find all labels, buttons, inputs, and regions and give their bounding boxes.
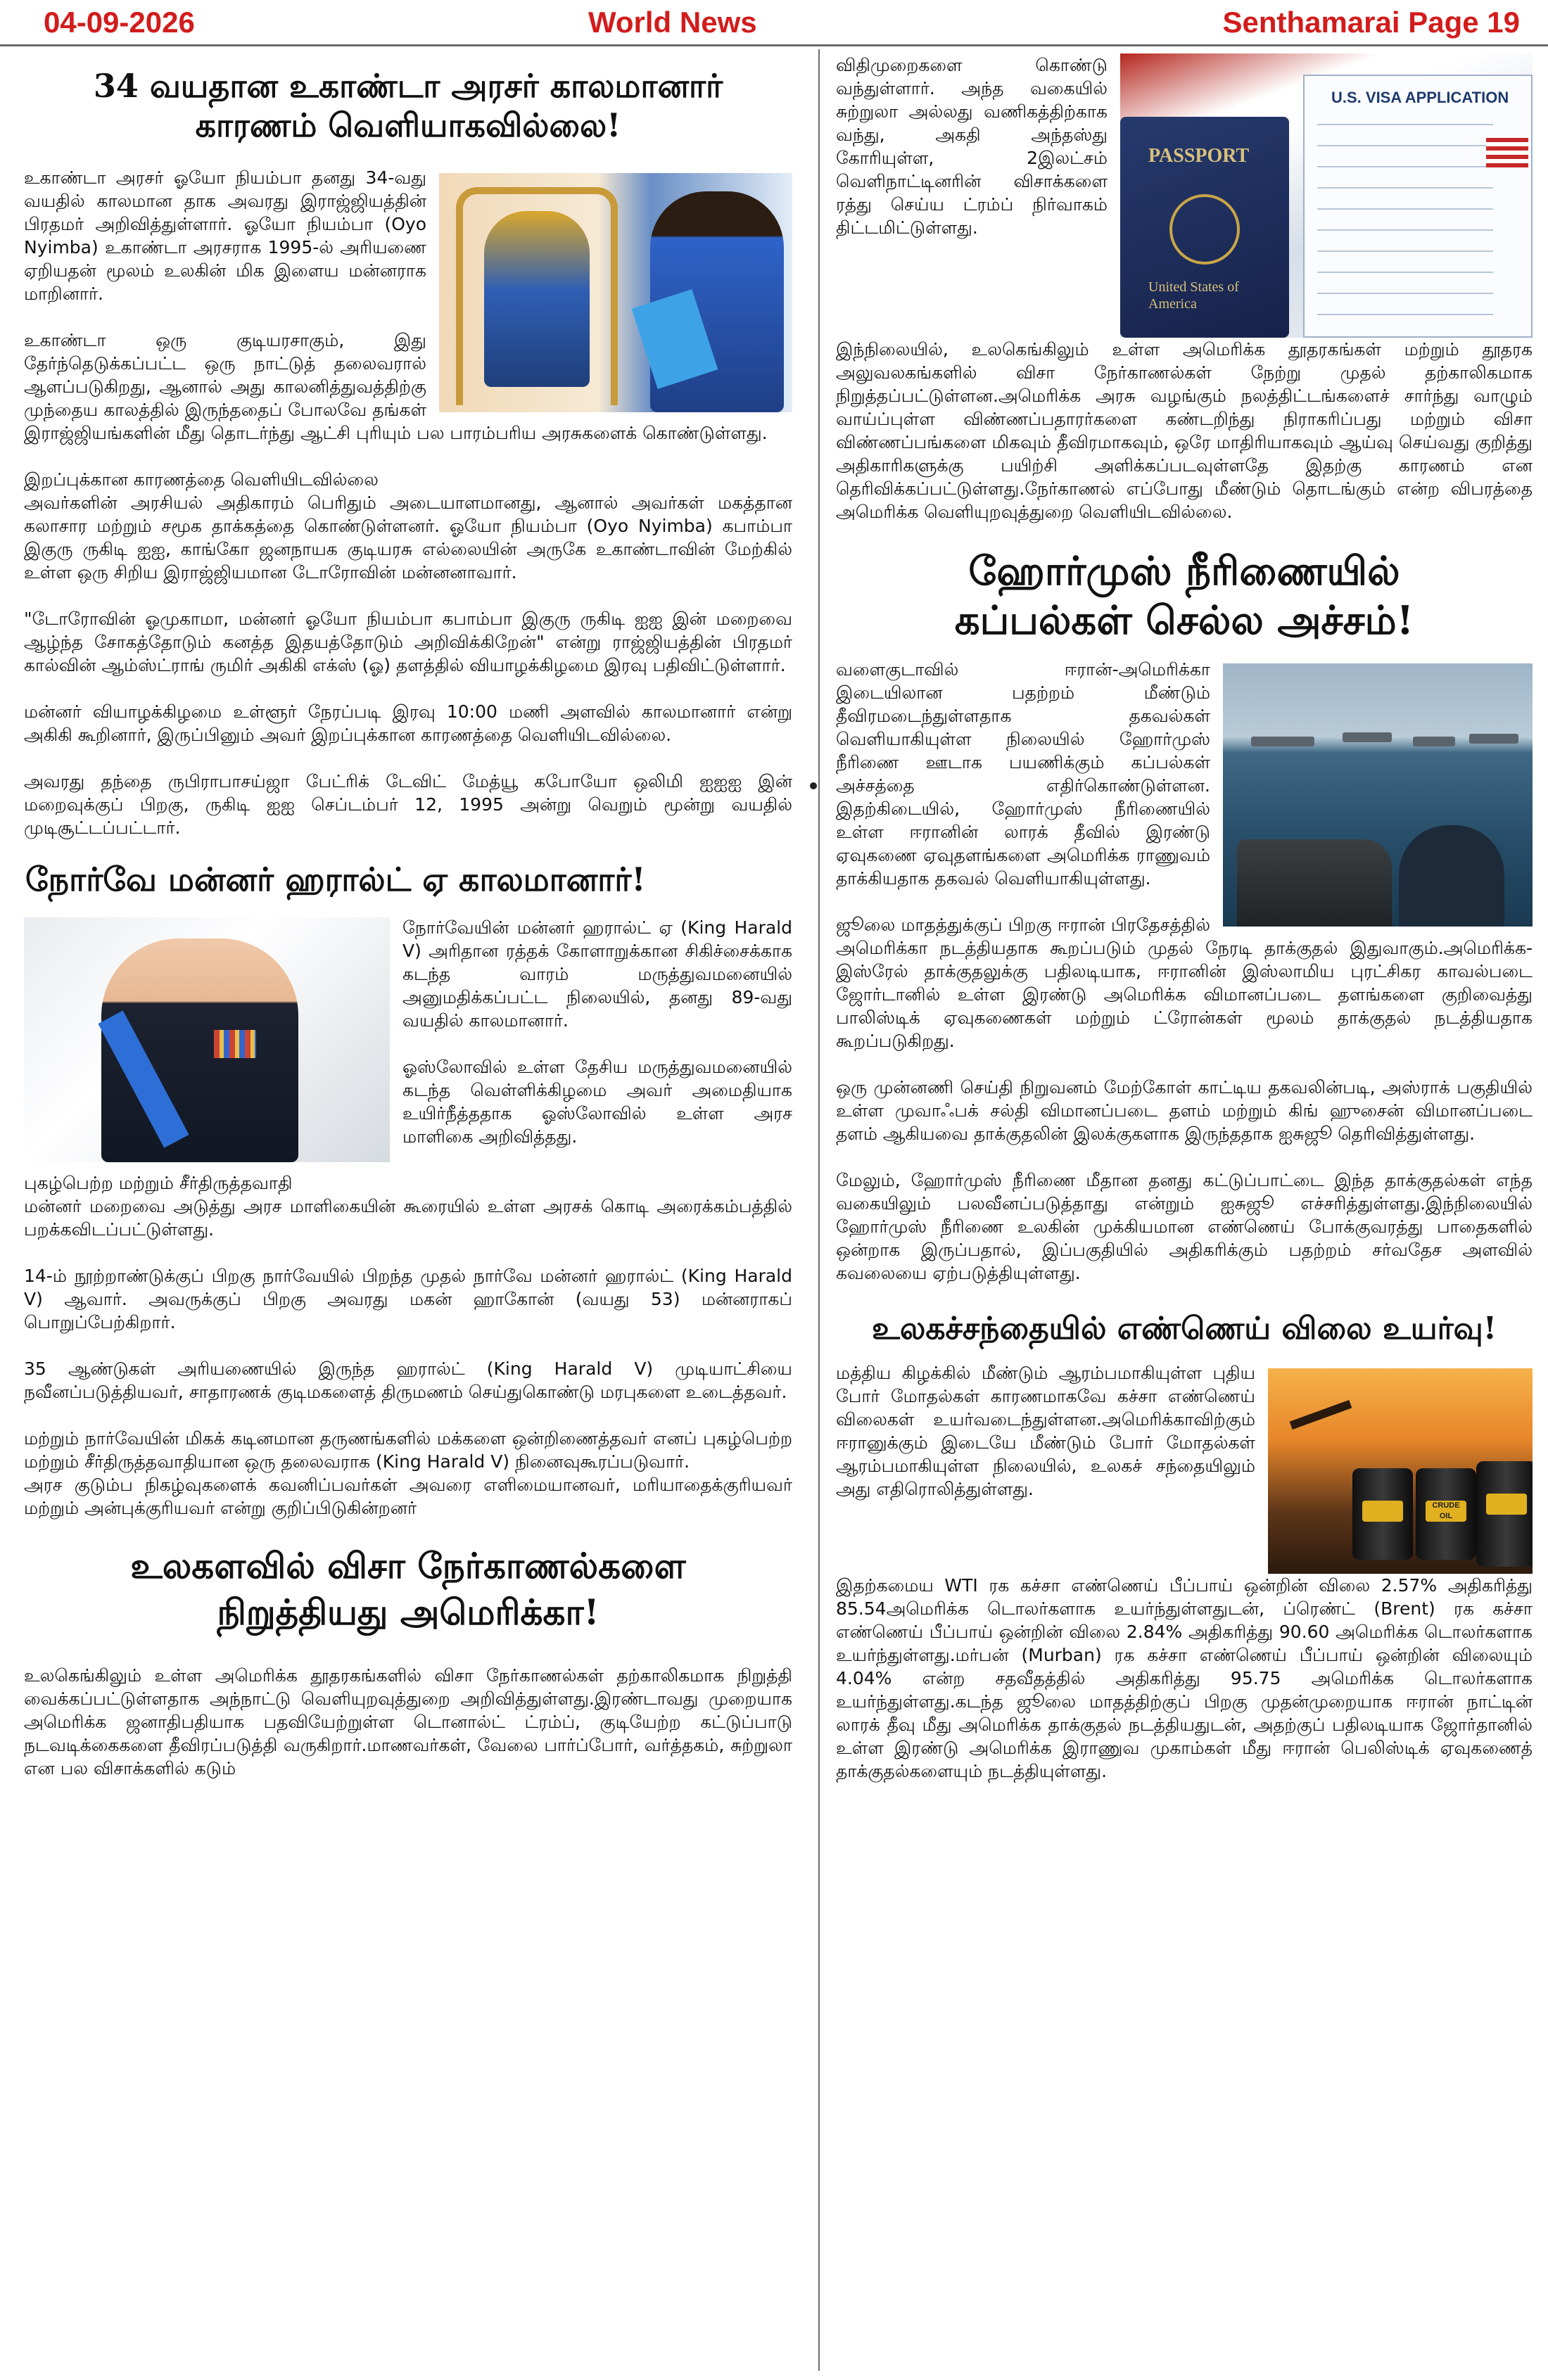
norway-paragraph-7: அரச குடும்ப நிகழ்வுகளைக் கவனிப்பவர்கள் அவரை எளிமையானவர், மரியாதைக்குரியவர் மற்றும் அன்புக்குரியவர் என்று குறிப்பிடுகின்றனர் bbox=[24, 1475, 792, 1518]
headline-hormuz-line2: கப்பல்கள் செல்ல அச்சம்! bbox=[954, 597, 1414, 644]
right-column bbox=[836, 49, 1533, 2374]
hormuz-paragraph-1: வளைகுடாவில் ஈரான்-அமெரிக்கா இடையிலான பதற்றம் மீண்டும் தீவிரமடைந்துள்ளதாக தகவல்கள் வெளியாகியுள்ள நிலையில் ஹோர்முஸ் நீரிணை ஊடாக பயணிக்கும் கப்பல்கள் அச்சத்தை எதிர்கொண்டுள்ளன. இதற்கிடையில், ஹோர்முஸ் நீரிணையில் உள்ள ஈரானின் லாரக் தீவில் இரண்டு ஏவுகணை ஏவுதளங்களை அமெரிக்க ராணுவம் தாக்கியதாக தகவல் வெளியாகியுள்ளது. bbox=[836, 659, 1210, 889]
uganda-king-photo bbox=[439, 173, 792, 412]
oil-barrel-shape bbox=[1416, 1468, 1476, 1560]
king-figure bbox=[484, 211, 590, 387]
hormuz-paragraph-4: மேலும், ஹோர்முஸ் நீரிணை மீதான தனது கட்டுப்பாட்டை இந்த தாக்குதல்கள் எந்த வகையிலும் பலவீனப்படுத்தாது என்றும் ஐசுஜூ எச்சரித்துள்ளது.இந்நிலையில் ஹோர்முஸ் நீரிணை உலகின் முக்கியமான எண்ணெய் போக்குவரத்து பாதைகளில் ஒன்றாக இருப்பதால், இப்பகுதியில் அதிகரிக்கும் பதற்றம் சர்வதேச அளவில் கவலையை ஏற்படுத்தியுள்ளது. bbox=[836, 1170, 1533, 1283]
passport-title: PASSPORT bbox=[1148, 145, 1250, 167]
section-title: World News bbox=[588, 6, 757, 39]
left-column bbox=[24, 49, 792, 2374]
article-oil bbox=[836, 1308, 1533, 1783]
norway-paragraph-4: 14-ம் நூற்றாண்டுக்குப் பிறகு நார்வேயில் பிறந்த முதல் நார்வே மன்னர் ஹரால்ட் (King Harald V) ஆவார். அவருக்குப் பிறகு அவரது மகன் ஹாகோன் (வயது 53) மன்னராகப் பொறுப்பேற்கிறார். bbox=[24, 1266, 792, 1332]
column-bullet bbox=[810, 782, 817, 789]
norway-paragraph-5: 35 ஆண்டுகள் அரியணையில் இருந்த ஹரால்ட் (King Harald V) முடியாட்சியை நவீனப்படுத்தியவர், சாதாரணக் குடிமகளைத் திருமணம் செய்துகொண்டு மரபுகளை உடைத்தவர். bbox=[24, 1358, 792, 1402]
oil-barrel-shape bbox=[1352, 1468, 1413, 1560]
headline-oil: உலகச்சந்தையில் எண்ணெய் விலை உயர்வு! bbox=[871, 1311, 1497, 1347]
warship-shape bbox=[1413, 737, 1455, 746]
uganda-paragraph-3: அவர்களின் அரசியல் அதிகாரம் பெரிதும் அடையாளமானது, ஆனால் அவர்கள் மகத்தான கலாசார மற்றும் சமூக தாக்கத்தை கொண்டுள்ளனர். ஓயோ நியம்பா (Oyo Nyimba) கபாம்பா இகுரு ருகிடி ஐஐ, காங்கோ ஜனநாயக குடியரசு எல்லையின் அருகே உகாண்டாவின் மேற்கில் உள்ள ஒரு சிறிய இராஜ்ஜியமான டோரோவின் மன்னனாவார். bbox=[24, 492, 792, 583]
passport-country: United States of America bbox=[1148, 279, 1239, 312]
headline-hormuz bbox=[836, 547, 1533, 645]
norway-paragraph-1: நோர்வேயின் மன்னர் ஹரால்ட் ஏ (King Harald V) அரிதான ரத்தக் கோளாறுக்கான சிகிச்சைக்காக கடந்த வாரம் மருத்துவமனையில் அனுமதிக்கப்பட்ட நிலையில், தனது 89-வது வயதில் காலமானார். bbox=[402, 917, 792, 1031]
warship-shape bbox=[1343, 732, 1392, 742]
deck-gun-shape bbox=[1237, 839, 1392, 927]
oil-paragraph-1: மத்திய கிழக்கில் மீண்டும் ஆரம்பமாகியுள்ள புதிய போர் மோதல்கள் காரணமாகவே கச்சா எண்ணெய் விலைகள் உயர்வடைந்துள்ளன.அமெரிக்காவிற்கும் ஈரானுக்கும் இடையே மீண்டும் போர் மோதல்கள் ஆரம்பமாகியுள்ள நிலையில், உலகச் சந்தையிலும் அது எதிரொலித்துள்ளது. bbox=[836, 1363, 1255, 1499]
passport-seal bbox=[1169, 194, 1240, 265]
norway-king-photo bbox=[24, 917, 390, 1162]
us-flag-icon bbox=[1486, 138, 1528, 169]
headline-hormuz-line1: ஹோர்முஸ் நீரிணையில் bbox=[968, 548, 1400, 594]
visa-paragraph-2: விதிமுறைகளை கொண்டு வந்துள்ளார். அந்த வகையில் சுற்றுலா அல்லது வணிகத்திற்காக வந்து, அகதி அந்தஸ்து கோரியுள்ள, 2இலட்சம் வெளிநாட்டினரின் விசாக்களை ரத்து செய்ய ட்ரம்ப் நிர்வாகம் திட்டமிட்டுள்ளது. bbox=[836, 55, 1108, 238]
visa-paragraph-1: உலகெங்கிலும் உள்ள அமெரிக்க தூதரகங்களில் விசா நேர்காணல்கள் தற்காலிகமாக நிறுத்தி வைக்கப்பட்டுள்ளதாக அந்நாட்டு வெளியுறவுத்துறை அறிவித்துள்ளது.இரண்டாவது முறையாக அமெரிக்க ஜனாதிபதியாக பதவியேற்றுள்ள டொனால்ட் ட்ரம்ப், குடியேற்ற கட்டுப்பாடு நடவடிக்கைகளை தீவிரப்படுத்தி வருகிறார்.மாணவர்கள், வேலை பார்ப்போர், வர்த்தகம், சுற்றுலா என பல விசாக்களில் கடும் bbox=[24, 1665, 792, 1778]
oil-barrels-photo bbox=[1268, 1368, 1533, 1574]
headline-uganda bbox=[24, 66, 792, 145]
visa-form-title: U.S. VISA APPLICATION bbox=[1331, 89, 1509, 106]
oil-barrel-shape bbox=[1476, 1461, 1533, 1567]
uganda-paragraph-5: மன்னர் வியாழக்கிழமை உள்ளூர் நேரப்படி இரவு 10:00 மணி அளவில் காலமானார் என்று அகிகி கூறினார், இருப்பினும் அவர் இறப்புக்கான காரணத்தை வெளியிடவில்லை. bbox=[24, 701, 792, 745]
uganda-paragraph-4: "டோரோவின் ஓமுகாமா, மன்னர் ஓயோ நியம்பா கபாம்பா இகுரு ருகிடி ஐஐ இன் மறைவை ஆழ்ந்த சோகத்தோடும் கனத்த இதயத்தோடும் அறிவிக்கிறேன்" என்று ராஜ்ஜியத்தின் பிரதமர் கால்வின் ஆம்ஸ்ட்ராங் ருமிர் அகிகி எக்ஸ் (ஓ) தளத்தில் வியாழக்கிழமை இரவு பதிவிட்டுள்ளார். bbox=[24, 609, 792, 675]
sailor-figure bbox=[1399, 825, 1504, 927]
article-uganda bbox=[24, 66, 792, 839]
headline-norway: நோர்வே மன்னர் ஹரால்ட் ஏ காலமானார்! bbox=[25, 860, 646, 898]
uganda-paragraph-6: அவரது தந்தை ருபிராபாசய்ஜா பேட்ரிக் டேவிட் மேத்யூ கபோயோ ஒலிமி ஐஐஐ இன் மறைவுக்குப் பிறகு, ருகிடி ஐஐ செப்டம்பர் 12, 1995 அன்று வெறும் மூன்று வயதில் முடிசூட்டப்பட்டார். bbox=[24, 771, 792, 838]
warship-shape bbox=[1251, 737, 1314, 746]
visa-passport-photo bbox=[1120, 53, 1533, 338]
uganda-subhead: இறப்புக்கான காரணத்தை வெளியிடவில்லை bbox=[24, 469, 379, 490]
article-hormuz bbox=[836, 547, 1533, 1285]
visa-form-lines bbox=[1317, 124, 1493, 321]
article-visa-continued bbox=[836, 53, 1533, 523]
norway-subhead: புகழ்பெற்ற மற்றும் சீர்திருத்தவாதி bbox=[24, 1173, 293, 1193]
hormuz-ships-photo bbox=[1223, 663, 1533, 927]
headline-uganda-line2: காரணம் வெளியாகவில்லை! bbox=[195, 106, 621, 144]
norway-paragraph-3: மன்னர் மறைவை அடுத்து அரச மாளிகையின் கூரையில் உள்ள அரசக் கொடி அரைக்கம்பத்தில் பறக்கவிடப்பட்டுள்ளது. bbox=[24, 1196, 792, 1240]
hormuz-paragraph-3: ஒரு முன்னணி செய்தி நிறுவனம் மேற்கோள் காட்டிய தகவலின்படி, அஸ்ராக் பகுதியில் உள்ள முவாஃபக் சல்தி விமானப்படை தளம் மற்றும் கிங் ஹுசைன் விமானப்படை தளம் ஆகியவை தாக்குதலின் இலக்குகளாக இருந்ததாக ஐசுஜூ தெரிவித்துள்ளது. bbox=[836, 1077, 1533, 1144]
column-divider bbox=[818, 49, 820, 2371]
headline-visa-line2: நிறுத்தியது அமெரிக்கா! bbox=[217, 1591, 599, 1633]
norway-paragraph-2: ஓஸ்லோவில் உள்ள தேசிய மருத்துவமனையில் கடந்த வெள்ளிக்கிழமை அவர் அமைதியாக உயிர்நீத்ததாக ஓஸ்லோவில் உள்ள அரச மாளிகை அறிவித்தது. bbox=[402, 1057, 792, 1147]
page-header bbox=[0, 0, 1548, 46]
issue-date: 04-09-2026 bbox=[44, 6, 195, 39]
headline-uganda-line1: 34 வயதான உகாண்டா அரசர் காலமானார் bbox=[93, 67, 723, 105]
headline-visa bbox=[24, 1543, 792, 1636]
oil-barrel-label: CRUDE OIL bbox=[1426, 1501, 1466, 1522]
uganda-paragraph-2: உகாண்டா ஒரு குடியரசாகும், இது தேர்ந்தெடுக்கப்பட்ட ஒரு நாட்டுத் தலைவரால் ஆளப்படுகிறது, ஆனால் அது காலனித்துவத்திற்கு முந்தைய காலத்தில் இருந்ததைப் போலவே தங்கள் இராஜ்ஜியங்களின் மீது தொடர்ந்து ஆட்சி புரியும் பல பாரம்பரிய அரசுகளைக் கொண்டுள்ளது. bbox=[24, 330, 768, 443]
article-visa bbox=[24, 1543, 792, 1780]
oil-pump-shape bbox=[1290, 1400, 1352, 1430]
norway-paragraph-6: மற்றும் நார்வேயின் மிகக் கடினமான தருணங்களில் மக்களை ஒன்றிணைத்தவர் எனப் புகழ்பெற்ற மற்றும் சீர்திருத்தவாதியான ஒரு தலைவராக (King Harald V) நினைவுகூரப்படுவார். bbox=[24, 1428, 792, 1472]
visa-paragraph-3: இந்நிலையில், உலகெங்கிலும் உள்ள அமெரிக்க தூதரகங்கள் மற்றும் தூதரக அலுவலகங்களில் விசா நேர்காணல்கள் நேற்று முதல் தற்காலிகமாக நிறுத்தப்பட்டுள்ளன.அமெரிக்க அரசு வழங்கும் நலத்திட்டங்களைச் சார்ந்து வாழும் வாய்ப்புள்ள விண்ணப்பதாரர்களை கண்டறிந்து நிராகரிப்பது மற்றும் விசா விண்ணப்பங்களை மிகவும் தீவிரமாகவும், ஒரே மாதிரியாகவும் ஆய்வு செய்வது குறித்து அதிகாரிகளுக்கு பயிற்சி அளிக்கப்படவுள்ளதே இதற்கு காரணம் என தெரிவிக்கப்பட்டுள்ளது.நேர்காணல் எப்போது மீண்டும் தொடங்கும் என்ற விபரத்தை அமெரிக்க வெளியுறவுத்துறை வெளியிடவில்லை. bbox=[836, 339, 1533, 522]
warship-shape bbox=[1469, 734, 1518, 744]
hormuz-paragraph-2: ஜூலை மாதத்துக்குப் பிறகு ஈரான் பிரதேசத்தில் அமெரிக்கா நடத்தியதாக கூறப்படும் முதல் நேரடி தாக்குதல் இதுவாகும்.அமெரிக்க-இஸ்ரேல் தாக்குதலுக்கு பதிலடியாக, ஈரானின் இஸ்லாமிய புரட்சிகர காவல்படை ஜோர்டானில் உள்ள இரண்டு அமெரிக்க விமானப்படை தளங்களை குறிவைத்து பாலிஸ்டிக் ஏவுகணைகள் மற்றும் ட்ரோன்கள் மூலம் தாக்குதல் நடத்தியதாக கூறப்படுகிறது. bbox=[836, 915, 1533, 1051]
paper-page-label: Senthamarai Page 19 bbox=[1222, 6, 1520, 39]
headline-visa-line1: உலகளவில் விசா நேர்காணல்களை bbox=[130, 1545, 686, 1586]
oil-paragraph-2: இதற்கமைய WTI ரக கச்சா எண்ணெய் பீப்பாய் ஒன்றின் விலை 2.57% அதிகரித்து 85.54அமெரிக்க டொலர்களாக உயர்ந்துள்ளதுடன், ப்ரெண்ட் (Brent) ரக கச்சா எண்ணெய் பீப்பாய் ஒன்றின் விலை 2.84% அதிகரித்து 90.60 அமெரிக்க டொலர்களாக உயர்ந்துள்ளது.மர்பன் (Murban) ரக கச்சா எண்ணெய் பீப்பாய் ஒன்றின் விலையும் 4.04% என்ற சதவீதத்தில் அதிகரித்து 95.75 அமெரிக்க டொலர்களாக உயர்ந்துள்ளது.கடந்த ஜூலை மாதத்திற்குப் பிறகு முதன்முறையாக ஈரான் நாட்டின் லாரக் தீவு மீது அமெரிக்க தாக்குதல் நடத்தியதுடன், அதற்குப் பதிலடியாக ஜோர்தானில் உள்ள இரண்டு அமெரிக்க இராணுவ முகாம்கள் மீது ஈரான் பெலிஸ்டிக் ஏவுகணைத் தாக்குதல்களையும் நடத்தியுள்ளது. bbox=[836, 1575, 1533, 1781]
uganda-paragraph-1: உகாண்டா அரசர் ஓயோ நியம்பா தனது 34-வது வயதில் காலமான தாக அவரது இராஜ்ஜியத்தின் பிரதமர் அறிவித்துள்ளார். ஓயோ நியம்பா (Oyo Nyimba) உகாண்டா அரசராக 1995-ல் அரியணை ஏறியதன் மூலம் உலகின் மிக இளைய மன்னராக மாறினார். bbox=[24, 167, 426, 304]
medal-ribbons bbox=[214, 1030, 256, 1058]
article-norway bbox=[24, 858, 792, 1520]
